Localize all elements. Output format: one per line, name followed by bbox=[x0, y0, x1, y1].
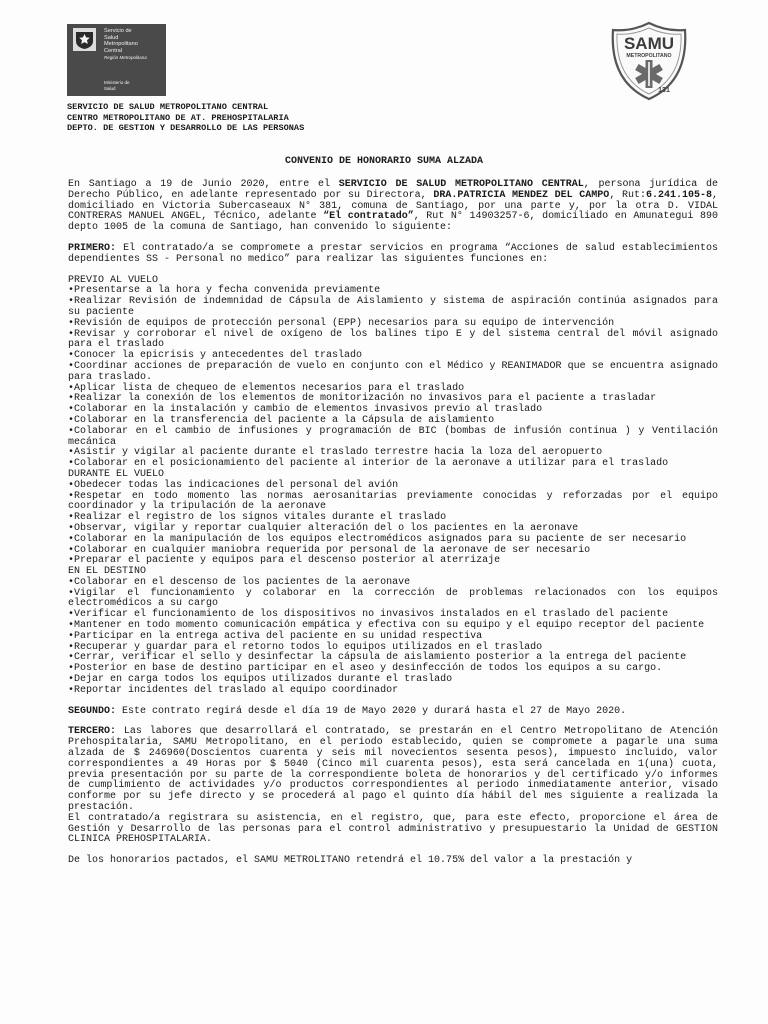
list-item: • Cerrar, verificar el sello y desinfectar la cápsula de aislamiento posterior a la entrega del paciente bbox=[68, 653, 718, 664]
list-item: • Mantener en todo momento comunicación empática y efectiva con su equipo y el equipo receptor del paciente bbox=[68, 621, 718, 632]
intro-paragraph bbox=[68, 180, 718, 234]
logo-ministry-line-2: Salud bbox=[104, 85, 116, 91]
list-item: • Realizar Revisión de indemnidad de Cápsula de Aislamiento y sistema de aspiración continúa asignados para su paciente bbox=[68, 297, 718, 319]
list-item: • Colaborar en el cambio de infusiones y programación de BIC (bombas de infusión continua ) y Ventilación mecánica bbox=[68, 427, 718, 449]
list-item: • Asistir y vigilar al paciente durante el traslado terrestre hacia la loza del aeropuerto bbox=[68, 448, 718, 459]
bullet-list bbox=[68, 286, 718, 470]
clause-tercero-paragraph-2: El contratado/a registrara su asistencia, en el registro, que, para este efecto, proporcione el área de Gestión y Desarrollo de las personas para el control administrativo y presupuestario la Unidad de GESTION CLINICA PREHOSPITALARIA. bbox=[68, 812, 718, 846]
logo-line-3: Metropolitano bbox=[104, 41, 138, 47]
list-item: • Dejar en carga todos los equipos utilizados durante el traslado bbox=[68, 675, 718, 686]
samu-logo bbox=[608, 20, 690, 102]
list-item: • Colaborar en la manipulación de los equipos electromédicos asignados para su paciente de ser necesario bbox=[68, 535, 718, 546]
logo-line-1: Servicio de bbox=[104, 28, 132, 34]
chile-coat-of-arms-icon bbox=[73, 28, 96, 51]
list-item: • Conocer la epicrisis y antecedentes del traslado bbox=[68, 351, 718, 362]
section-heading: PREVIO AL VUELO bbox=[68, 274, 159, 286]
list-item: • Verificar el funcionamiento de los dispositivos no invasivos instalados en el traslado del paciente bbox=[68, 610, 718, 621]
document-body bbox=[68, 180, 718, 867]
list-item: • Vigilar el funcionamiento y colaborar en la corrección de problemas relacionados con los equipos electromédicos a su cargo bbox=[68, 589, 718, 611]
intro-text-2: , persona jurídica de Derecho Público, en adelante representado por su Directora, bbox=[68, 179, 718, 201]
list-item: • Presentarse a la hora y fecha convenida previamente bbox=[68, 286, 718, 297]
list-item: • Posterior en base de destino participar en el aseo y desinfección de todos los equipos a su cargo. bbox=[68, 664, 718, 675]
clause-segundo-label: SEGUNDO: bbox=[68, 705, 117, 717]
institution-header bbox=[67, 102, 304, 134]
list-item: • Colaborar en la instalación y cambio de elementos invasivos previo al traslado bbox=[68, 405, 718, 416]
samu-caption-text: METROPOLITANO bbox=[626, 53, 672, 59]
final-paragraph: De los honorarios pactados, el SAMU METROLITANO retendrá el 10.75% del valor a la prestación y bbox=[68, 855, 633, 867]
clause-segundo bbox=[68, 707, 718, 718]
functions-sections bbox=[68, 276, 718, 697]
clause-tercero-text: Las labores que desarrollará el contratado, se prestarán en el Centro Metropolitano de Atención Prehospitalaria, SAMU Metropolitano, en el periodo establecido, quien se compromete a pagarle una suma alzada de $ 246960(Doscientos cuarenta y seis mil novecientos sesenta pesos), impuesto incluido, valor correspondientes a 49 Horas por $ 5040 (Cinco mil cuarenta pesos), esta será cancelada en 1(una) cuota, previa presentación por su parte de la correspondiente boleta de honorarios y del certificado y/o informes de cumplimiento de actividades y/o productos correspondientes al periodo inmediatamente anterior, visado conforme por su jefe directo y se procederá al pago el quinto día hábil del mes siguiente a realizada la prestación. bbox=[68, 726, 718, 814]
logo-line-2: Salud bbox=[104, 34, 119, 41]
clause-primero-text: El contratado/a se compromete a prestar servicios en programa “Acciones de salud establecimientos dependientes SS - Personal no medico” para realizar las siguientes funciones en: bbox=[68, 242, 718, 265]
intro-director: DRA.PATRICIA MENDEZ DEL CAMPO bbox=[433, 189, 610, 201]
list-item: • Respetar en todo momento las normas aerosanitarias previamente conocidas y reforzadas por el equipo coordinador y la tripulación de la aeronave bbox=[68, 492, 718, 514]
list-item: • Coordinar acciones de preparación de vuelo en conjunto con el Médico y REANIMADOR que se encuentra asignado para traslado. bbox=[68, 362, 718, 384]
intro-institution: SERVICIO DE SALUD METROPOLITANO CENTRAL bbox=[338, 179, 584, 190]
intro-text-5: , Rut N° 14903257-6, domiciliado en Amunategui 890 depto 1005 de la comuna de Santiago, han convenido lo siguiente: bbox=[68, 211, 718, 234]
logo-ministry bbox=[104, 80, 130, 91]
list-item: • Colaborar en el descenso de los pacientes de la aeronave bbox=[68, 578, 718, 589]
samu-number-text: 131 bbox=[658, 87, 670, 94]
list-item: • Realizar el registro de los signos vitales durante el traslado bbox=[68, 513, 718, 524]
list-item: • Observar, vigilar y reportar cualquier alteración del o los pacientes en la aeronave bbox=[68, 524, 718, 535]
intro-contratado: “El contratado” bbox=[323, 211, 414, 223]
clause-primero bbox=[68, 244, 718, 266]
list-item: • Participar en la entrega activa del paciente en su unidad respectiva bbox=[68, 632, 718, 643]
list-item: • Revisión de equipos de protección personal (EPP) necesarios para su equipo de intervención bbox=[68, 319, 718, 330]
section-heading: DURANTE EL VUELO bbox=[68, 468, 165, 480]
list-item: • Colaborar en la transferencia del paciente a la Cápsula de aislamiento bbox=[68, 416, 718, 427]
header-line-2: CENTRO METROPOLITANO DE AT. PREHOSPITALARIA bbox=[67, 112, 289, 123]
bullet-list bbox=[68, 578, 718, 697]
header-line-1: SERVICIO DE SALUD METROPOLITANO CENTRAL bbox=[67, 102, 269, 112]
list-item: • Colaborar en el posicionamiento del paciente al interior de la aeronave a utilizar para el traslado bbox=[68, 459, 718, 470]
list-item: • Realizar la conexión de los elementos de monitorización no invasivos para el paciente a trasladar bbox=[68, 394, 718, 405]
ministry-logo bbox=[67, 24, 166, 96]
clause-tercero-label: TERCERO: bbox=[68, 726, 117, 738]
intro-text-3: , Rut: bbox=[609, 189, 646, 201]
header-line-3: DEPTO. DE GESTION Y DESARROLLO DE LAS PERSONAS bbox=[67, 123, 305, 133]
intro-text-1: En Santiago a 19 de Junio 2020, entre el bbox=[68, 179, 339, 190]
intro-rut: 6.241.105-8 bbox=[645, 189, 712, 201]
list-item: • Aplicar lista de chequeo de elementos necesarios para el traslado bbox=[68, 384, 718, 395]
list-item: • Revisar y corroborar el nivel de oxígeno de los balines tipo E y del sistema central del móvil asignado para el traslado bbox=[68, 330, 718, 352]
section-heading: EN EL DESTINO bbox=[68, 566, 147, 578]
bullet-list bbox=[68, 481, 718, 567]
samu-brand-text: SAMU bbox=[623, 34, 675, 53]
clause-tercero bbox=[68, 727, 718, 813]
list-item: • Reportar incidentes del traslado al equipo coordinador bbox=[68, 686, 718, 697]
list-item: • Recuperar y guardar para el retorno todos lo equipos utilizados en el traslado bbox=[68, 643, 718, 654]
logo-line-4: Central bbox=[104, 47, 123, 54]
list-item: • Preparar el paciente y equipos para el descenso posterior al aterrizaje bbox=[68, 556, 718, 567]
list-item: • Colaborar en cualquier maniobra requerida por personal de la aeronave de ser necesario bbox=[68, 546, 718, 557]
list-item: • Obedecer todas las indicaciones del personal del avión bbox=[68, 481, 718, 492]
document-title: CONVENIO DE HONORARIO SUMA ALZADA bbox=[284, 156, 484, 167]
logo-subtitle: Región Metropolitana bbox=[104, 55, 147, 60]
intro-text-4: , domiciliado en Victoria Subercaseaux N° 381, comuna de Santiago, por una parte y, por la otra D. VIDAL CONTRERAS MANUEL ANGEL, Técnico, adelante bbox=[68, 189, 719, 223]
logo-ministry-line-1: Ministerio de bbox=[104, 80, 130, 85]
clause-segundo-text: Este contrato regirá desde el día 19 de Mayo 2020 y durará hasta el 27 de Mayo 2020. bbox=[116, 705, 627, 717]
clause-primero-label: PRIMERO: bbox=[68, 242, 117, 254]
